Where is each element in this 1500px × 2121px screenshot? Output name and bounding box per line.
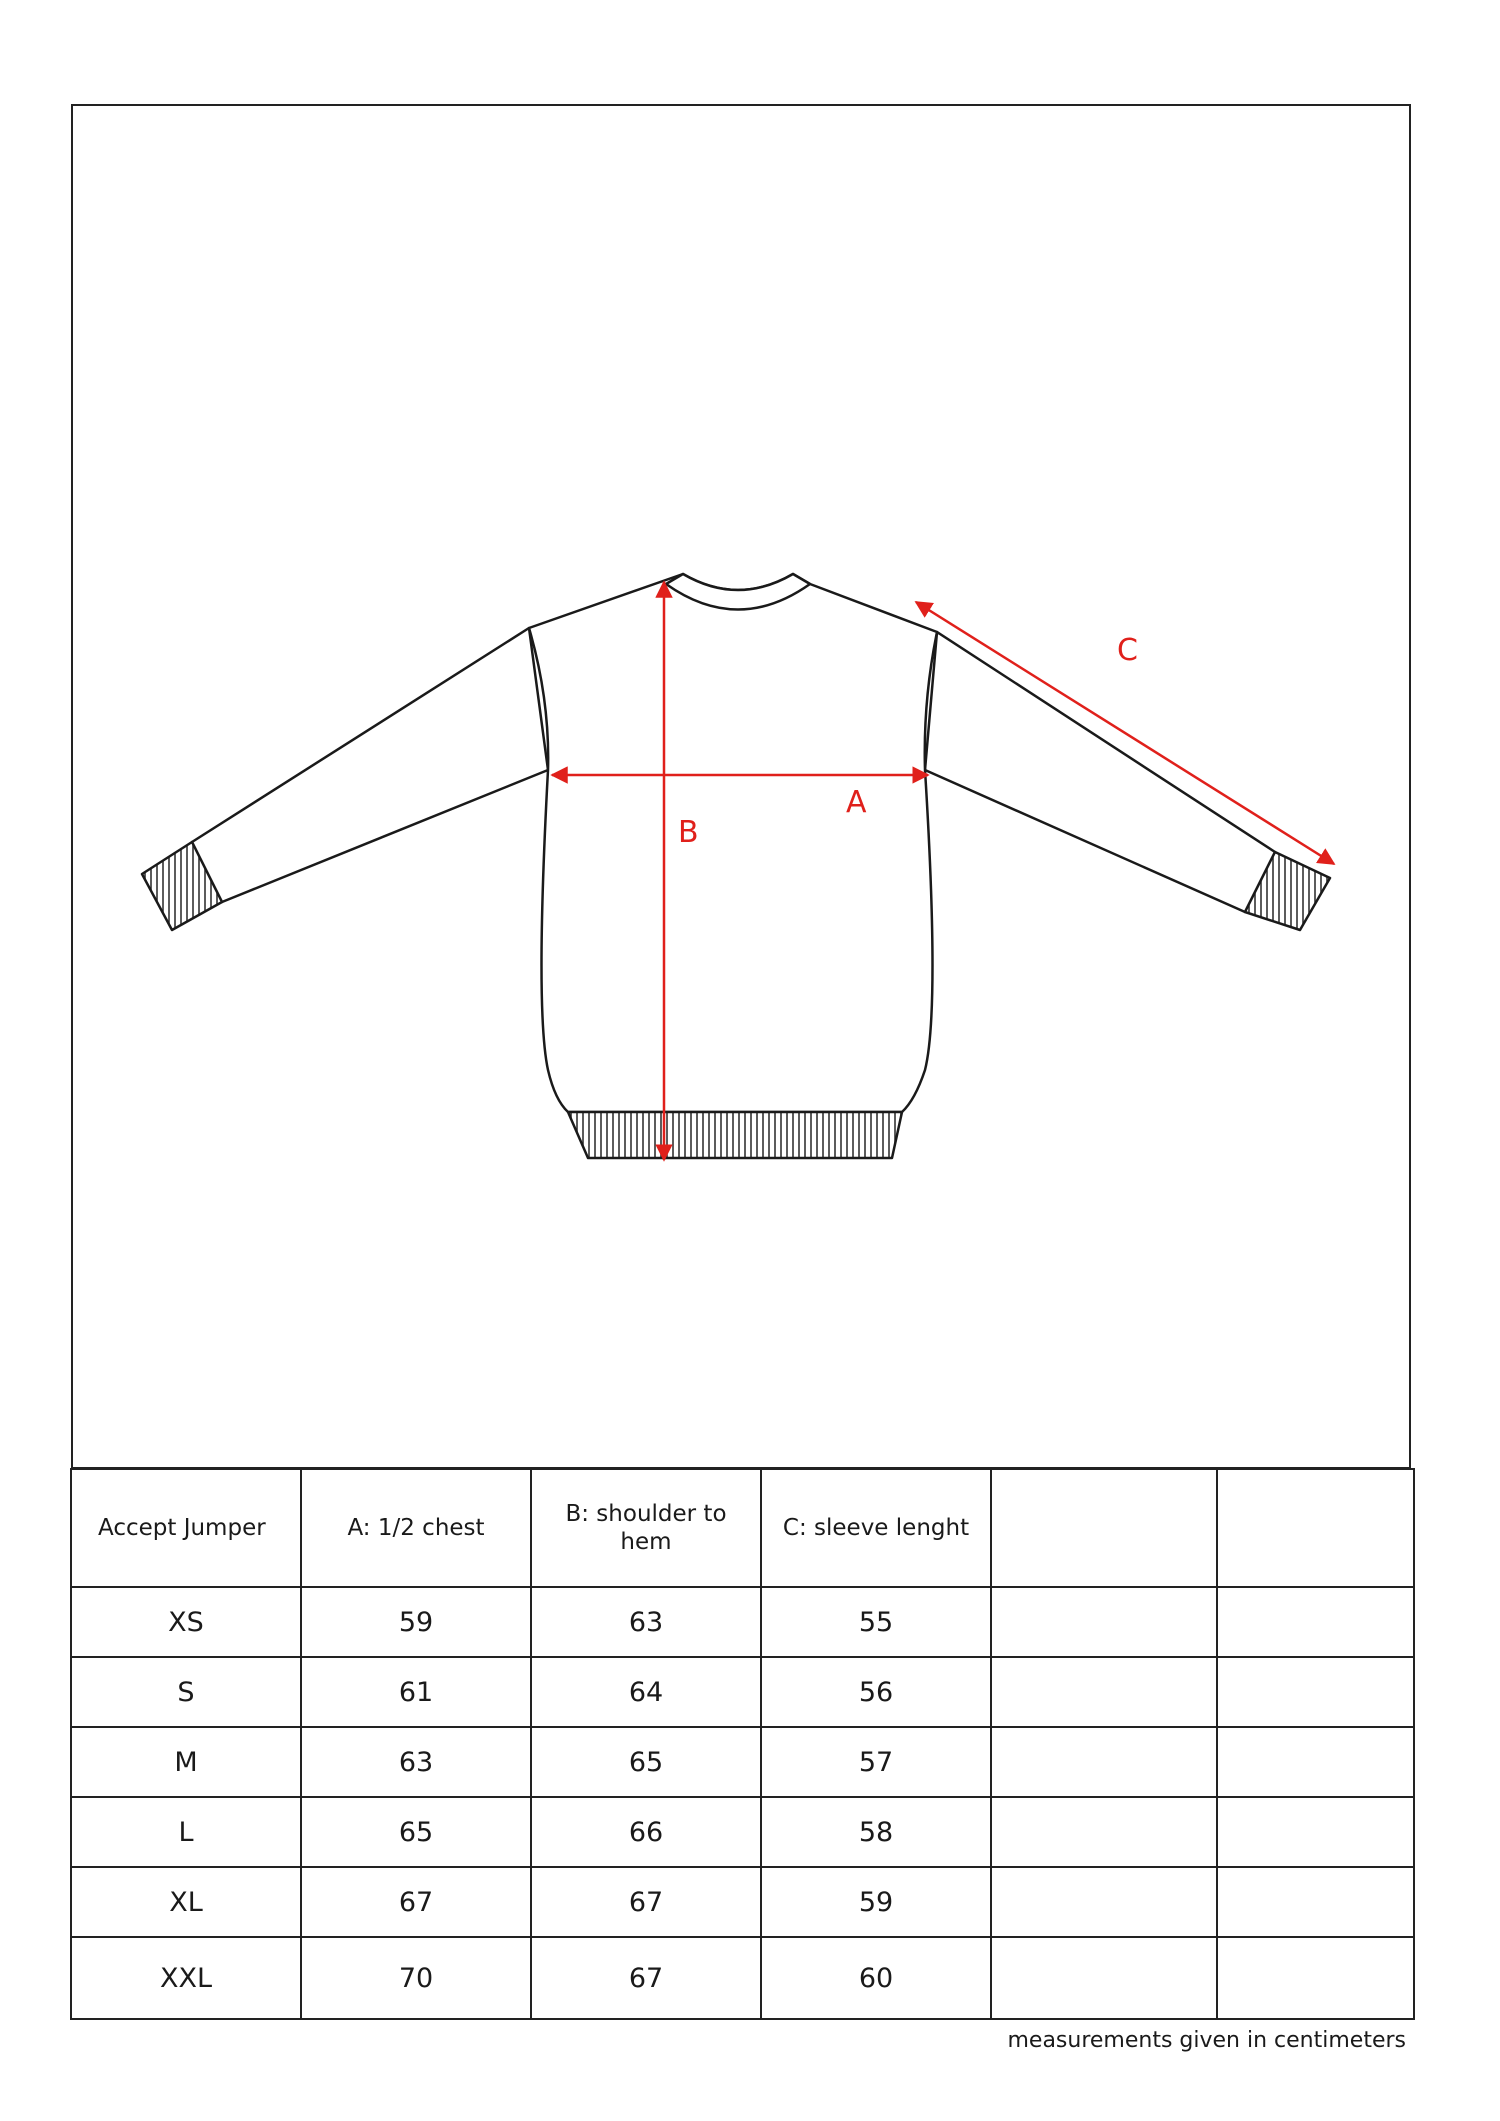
column-header-empty-1: [991, 1469, 1217, 1587]
length-cell: 65: [531, 1727, 761, 1797]
label-b: B: [678, 815, 699, 850]
label-a: A: [846, 785, 867, 820]
chest-cell: 65: [301, 1797, 531, 1867]
empty-cell: [1217, 1937, 1414, 2019]
sleeve-cell: 56: [761, 1657, 991, 1727]
table-row: [71, 1937, 1414, 2019]
waistband: [568, 1112, 902, 1158]
size-cell: XS: [71, 1587, 301, 1657]
table-header-row: [71, 1469, 1414, 1587]
empty-cell: [1217, 1727, 1414, 1797]
chest-cell: 63: [301, 1727, 531, 1797]
jumper-body: [529, 574, 937, 1112]
table-row: [71, 1587, 1414, 1657]
length-cell: 67: [531, 1937, 761, 2019]
size-cell: L: [71, 1797, 301, 1867]
empty-cell: [1217, 1587, 1414, 1657]
empty-cell: [991, 1587, 1217, 1657]
size-cell: XL: [71, 1867, 301, 1937]
length-cell: 66: [531, 1797, 761, 1867]
size-cell: XXL: [71, 1937, 301, 2019]
column-header-b: B: shoulder to hem: [531, 1469, 761, 1587]
label-c: C: [1117, 633, 1138, 668]
right-sleeve: [925, 632, 1275, 912]
empty-cell: [991, 1727, 1217, 1797]
empty-cell: [1217, 1657, 1414, 1727]
empty-cell: [1217, 1797, 1414, 1867]
chest-cell: 67: [301, 1867, 531, 1937]
empty-cell: [1217, 1867, 1414, 1937]
empty-cell: [991, 1937, 1217, 2019]
chest-cell: 70: [301, 1937, 531, 2019]
length-cell: 67: [531, 1867, 761, 1937]
sleeve-cell: 58: [761, 1797, 991, 1867]
left-sleeve: [192, 628, 548, 902]
column-header-empty-2: [1217, 1469, 1414, 1587]
measurement-note: measurements given in centimeters: [1007, 2028, 1406, 2053]
size-cell: M: [71, 1727, 301, 1797]
sleeve-cell: 60: [761, 1937, 991, 2019]
chest-cell: 59: [301, 1587, 531, 1657]
size-table: [70, 1468, 1415, 2020]
length-cell: 63: [531, 1587, 761, 1657]
chest-cell: 61: [301, 1657, 531, 1727]
empty-cell: [991, 1867, 1217, 1937]
table-row: [71, 1657, 1414, 1727]
table-row: [71, 1867, 1414, 1937]
column-header-c: C: sleeve lenght: [761, 1469, 991, 1587]
sleeve-cell: 59: [761, 1867, 991, 1937]
empty-cell: [991, 1657, 1217, 1727]
empty-cell: [991, 1797, 1217, 1867]
table-row: [71, 1727, 1414, 1797]
sleeve-cell: 55: [761, 1587, 991, 1657]
sleeve-cell: 57: [761, 1727, 991, 1797]
column-header-a: A: 1/2 chest: [301, 1469, 531, 1587]
product-name: Accept Jumper: [71, 1469, 301, 1587]
table-row: [71, 1797, 1414, 1867]
size-cell: S: [71, 1657, 301, 1727]
length-cell: 64: [531, 1657, 761, 1727]
